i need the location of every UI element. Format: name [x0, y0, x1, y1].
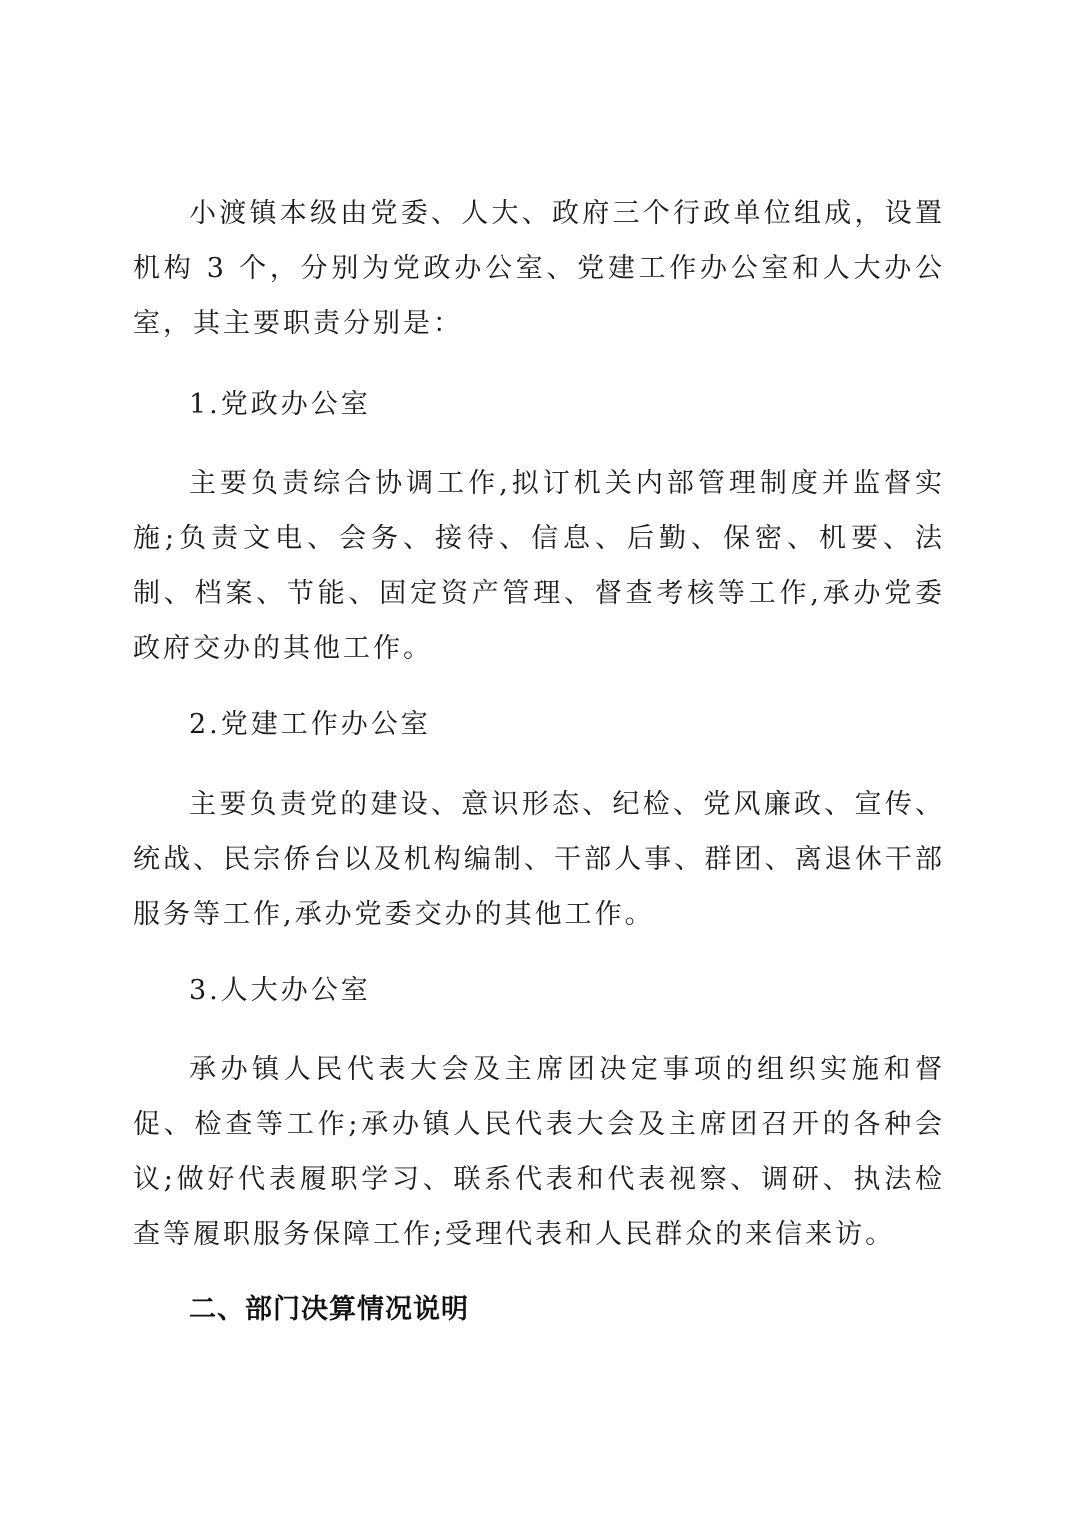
intro-paragraph: 小渡镇本级由党委、人大、政府三个行政单位组成，设置机构 3 个，分别为党政办公室、党建工作办公室和人大办公室，其主要职责分别是：: [133, 198, 945, 339]
item2-title: 2.党建工作办公室: [189, 709, 431, 740]
item1-body-paragraph: 主要负责综合协调工作,拟订机关内部管理制度并监督实施;负责文电、会务、接待、信息、后勤、保密、机要、法制、档案、节能、固定资产管理、督查考核等工作,承办党委政府交办的其他工作。: [133, 468, 945, 664]
item1-title: 1.党政办公室: [189, 389, 371, 420]
item2-body-paragraph: 主要负责党的建设、意识形态、纪检、党风廉政、宣传、统战、民宗侨台以及机构编制、干部人事、群团、离退休干部服务等工作,承办党委交办的其他工作。: [133, 789, 945, 930]
item3-body-paragraph: 承办镇人民代表大会及主席团决定事项的组织实施和督促、检查等工作;承办镇人民代表大会及主席团召开的各种会议;做好代表履职学习、联系代表和代表视察、调研、执法检查等履职服务保障工作;受理代表和人民群众的来信来访。: [133, 1054, 945, 1250]
item3-title: 3.人大办公室: [189, 975, 371, 1006]
section-heading: 二、部门决算情况说明: [189, 1294, 469, 1325]
